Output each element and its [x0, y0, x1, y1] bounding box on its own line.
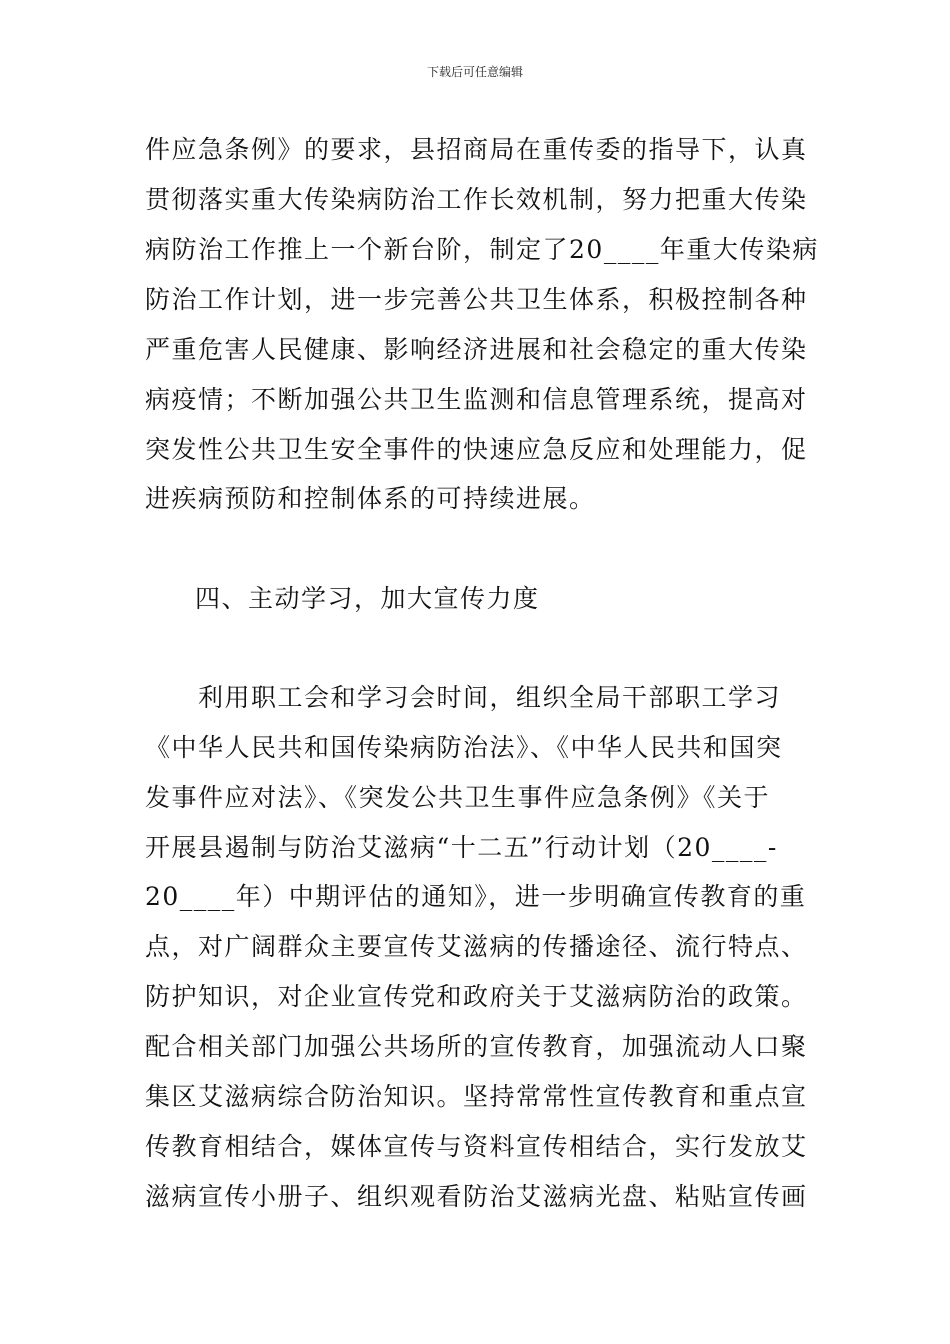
paragraph2-line-7: 防护知识，对企业宣传党和政府关于艾滋病防治的政策。 — [145, 982, 808, 1011]
paragraph2-line-6: 点，对广阔群众主要宣传艾滋病的传播途径、流行特点、 — [145, 932, 808, 961]
paragraph2-line-8: 配合相关部门加强公共场所的宣传教育，加强流动人口聚 — [145, 1032, 808, 1061]
paragraph1-line-1: 件应急条例》的要求，县招商局在重传委的指导下，认真 — [145, 135, 808, 164]
paragraph2-line-3: 发事件应对法》、《突发公共卫生事件应急条例》《关于 — [145, 783, 771, 812]
page-header: 下载后可任意编辑 — [426, 65, 523, 79]
paragraph2-line-4: 开展县遏制与防治艾滋病“十二五”行动计划（20____- — [145, 833, 778, 862]
paragraph1-line-3: 病防治工作推上一个新台阶，制定了20____年重大传染病 — [145, 235, 819, 264]
paragraph1-line-8: 进疾病预防和控制体系的可持续进展。 — [145, 484, 596, 513]
paragraph2-line-2: 《中华人民共和国传染病防治法》、《中华人民共和国突 — [145, 733, 783, 762]
paragraph2-line-1: 利用职工会和学习会时间，组织全局干部职工学习 — [198, 683, 782, 712]
paragraph2-line-9: 集区艾滋病综合防治知识。坚持常常性宣传教育和重点宣 — [145, 1082, 808, 1111]
paragraph2-line-5: 20____年）中期评估的通知》，进一步明确宣传教育的重 — [145, 882, 807, 911]
paragraph2-line-11: 滋病宣传小册子、组织观看防治艾滋病光盘、粘贴宣传画 — [145, 1182, 808, 1211]
paragraph2-line-10: 传教育相结合，媒体宣传与资料宣传相结合，实行发放艾 — [145, 1132, 808, 1161]
paragraph1-line-6: 病疫情；不断加强公共卫生监测和信息管理系统，提高对 — [145, 385, 808, 414]
paragraph1-line-2: 贯彻落实重大传染病防治工作长效机制，努力把重大传染 — [145, 185, 808, 214]
paragraph1-line-7: 突发性公共卫生安全事件的快速应急反应和处理能力，促 — [145, 435, 808, 464]
paragraph1-line-4: 防治工作计划，进一步完善公共卫生体系，积极控制各种 — [145, 285, 808, 314]
paragraph1-line-5: 严重危害人民健康、影响经济进展和社会稳定的重大传染 — [145, 335, 808, 364]
section-heading: 四、主动学习，加大宣传力度 — [195, 584, 540, 613]
